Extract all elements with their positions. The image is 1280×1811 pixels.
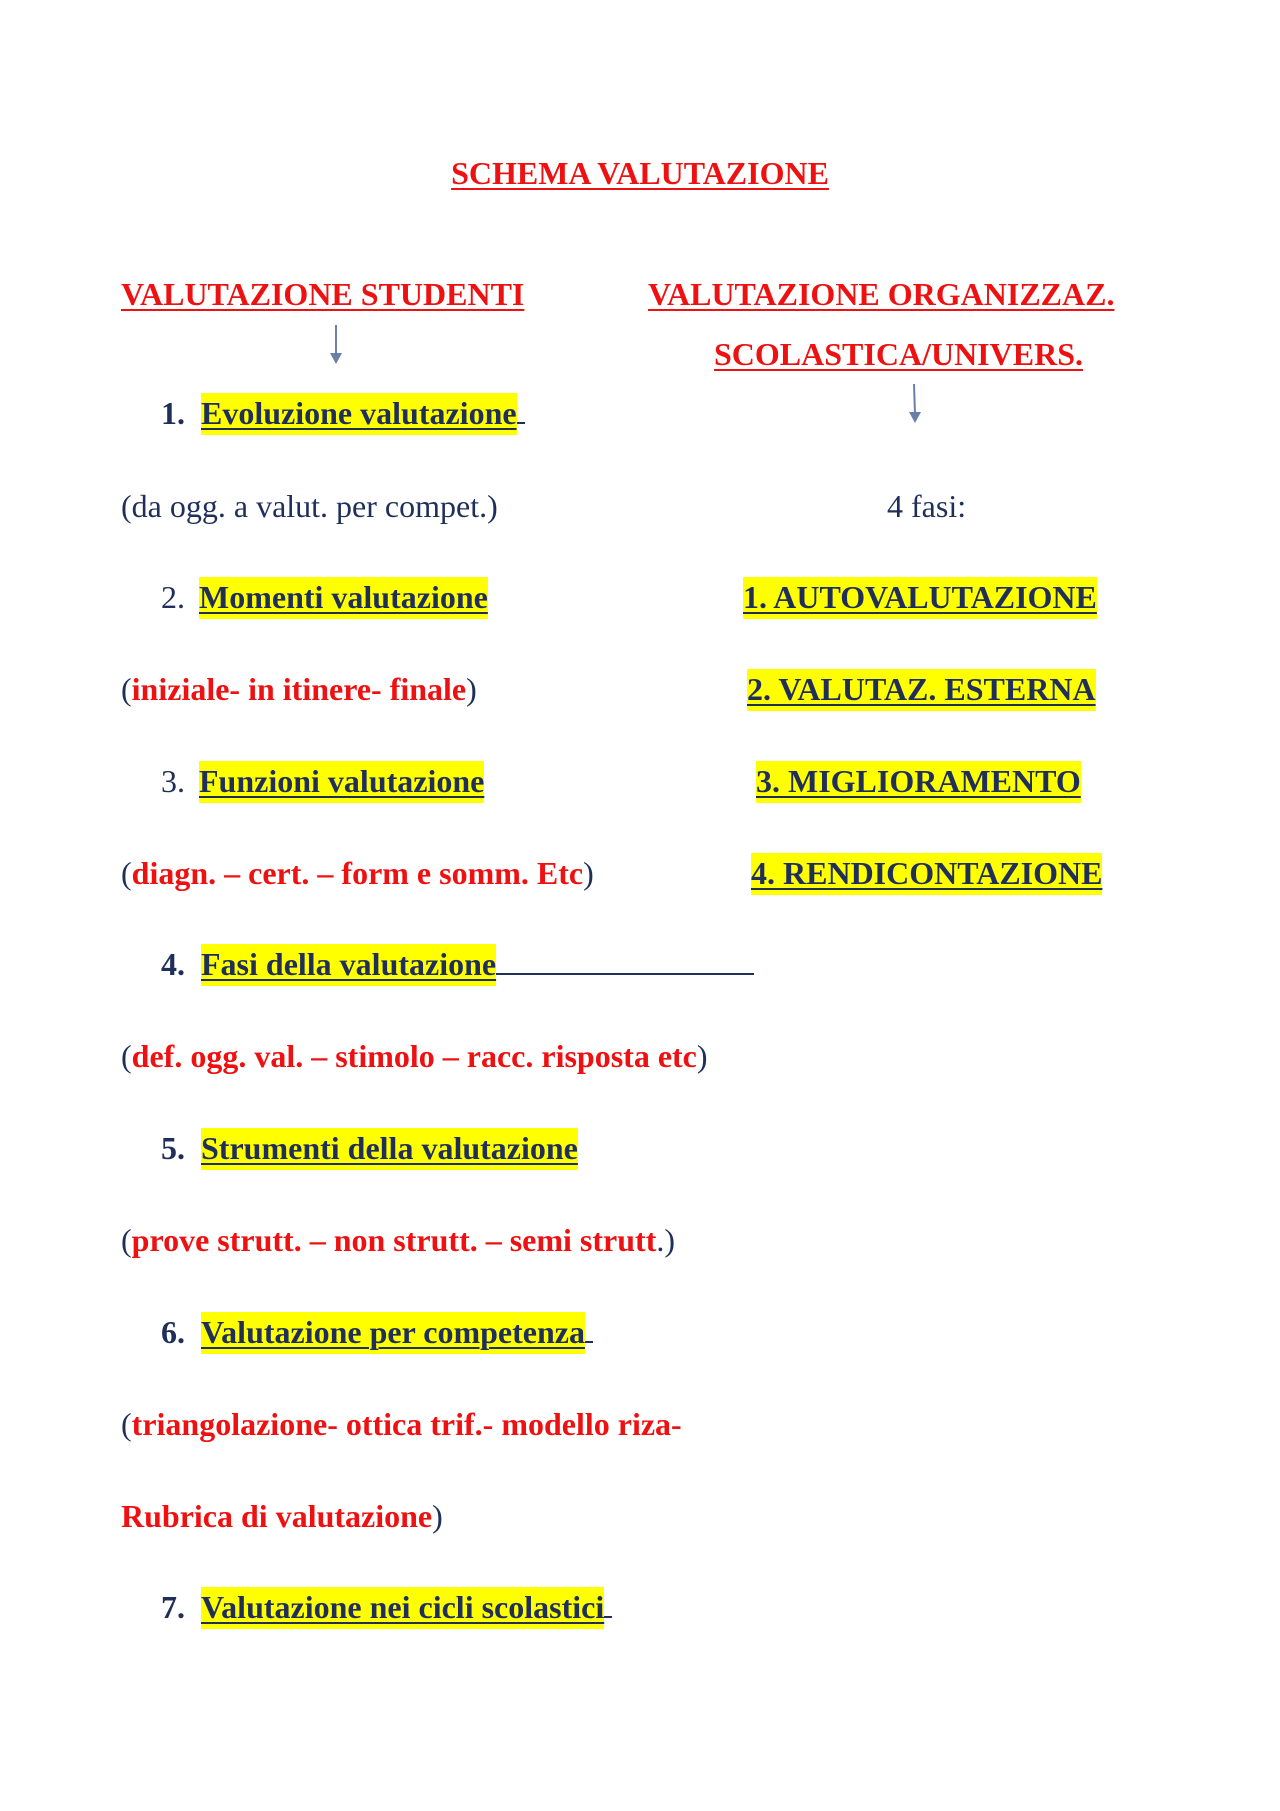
item-label: Valutazione nei cicli scolastici	[201, 1587, 604, 1629]
left-item-6	[161, 1316, 593, 1348]
left-item-2-note: (iniziale- in itinere- finale)	[121, 671, 477, 707]
left-item-5	[161, 1132, 578, 1164]
left-item-5-note: (prove strutt. – non strutt. – semi strutt.)	[121, 1222, 675, 1258]
item-label: Evoluzione valutazione	[201, 393, 517, 435]
right-item-2: 2. VALUTAZ. ESTERNA	[747, 673, 1096, 705]
left-item-6-note-line2: Rubrica di valutazione)	[121, 1498, 443, 1534]
item-label: Momenti valutazione	[199, 577, 488, 619]
underline-tail	[496, 972, 754, 975]
item-number: 4.	[161, 946, 185, 982]
left-item-1-note: (da ogg. a valut. per compet.)	[121, 488, 498, 524]
right-item-3: 3. MIGLIORAMENTO	[756, 765, 1081, 797]
page-title: SCHEMA VALUTAZIONE	[451, 155, 829, 191]
item-number: 6.	[161, 1314, 185, 1350]
right-intro: 4 fasi:	[887, 488, 967, 524]
item-label: Strumenti della valutazione	[201, 1128, 578, 1170]
underline-tail	[517, 421, 525, 424]
underline-tail	[585, 1340, 593, 1343]
item-label: Funzioni valutazione	[199, 761, 484, 803]
item-number: 7.	[161, 1589, 185, 1625]
left-item-1	[161, 397, 525, 429]
down-arrow-icon	[329, 325, 343, 365]
item-number: 2.	[161, 579, 185, 615]
right-item-1: 1. AUTOVALUTAZIONE	[743, 581, 1097, 613]
left-item-3-note: (diagn. – cert. – form e somm. Etc)	[121, 855, 594, 891]
left-item-2	[161, 581, 488, 613]
underline-tail	[604, 1615, 612, 1618]
left-item-4-note: (def. ogg. val. – stimolo – racc. risposta etc)	[121, 1038, 708, 1074]
right-column-heading-line1: VALUTAZIONE ORGANIZZAZ.	[648, 276, 1115, 312]
item-label: Fasi della valutazione	[201, 944, 496, 986]
left-column-heading: VALUTAZIONE STUDENTI	[121, 276, 525, 312]
down-arrow-icon	[908, 384, 922, 424]
right-item-4: 4. RENDICONTAZIONE	[751, 857, 1102, 889]
item-number: 1.	[161, 395, 185, 431]
item-number: 5.	[161, 1130, 185, 1166]
item-number: 3.	[161, 763, 185, 799]
left-item-4	[161, 948, 754, 980]
left-item-3	[161, 765, 484, 797]
right-column-heading-line2: SCOLASTICA/UNIVERS.	[714, 336, 1083, 372]
left-item-6-note-line1: (triangolazione- ottica trif.- modello riza-	[121, 1406, 682, 1442]
left-item-7	[161, 1591, 612, 1623]
item-label: Valutazione per competenza	[201, 1312, 585, 1354]
